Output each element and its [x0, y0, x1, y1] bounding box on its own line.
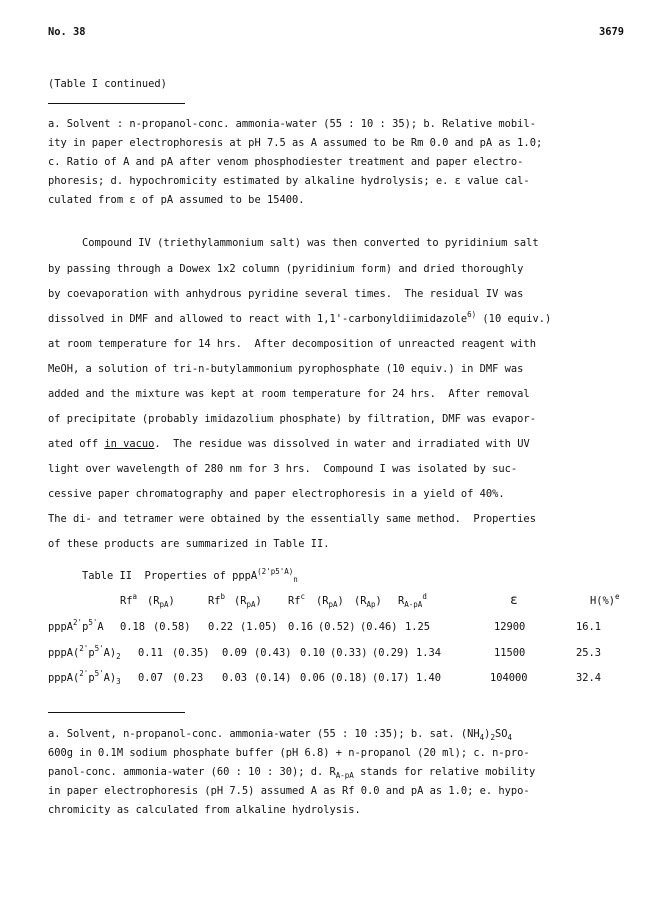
cell-r-pa-1: (0.23: [172, 672, 204, 684]
header-hypochromicity: [590, 592, 620, 607]
header-subscript: A-pA: [404, 600, 423, 609]
header-text: ): [168, 595, 175, 607]
cell-r-pa-2: (0.43): [254, 647, 292, 659]
footnote-line: a. Solvent : n-propanol-conc. ammonia-water (55 : 10 : 35); b. Relative mobil-: [48, 118, 536, 130]
header-text: ): [375, 595, 382, 607]
header-text: (R: [354, 595, 367, 607]
title-superscript: (2'p5'A): [257, 567, 294, 576]
paragraph-line: [48, 310, 552, 325]
header-text: ): [255, 595, 262, 607]
reference-superscript: 6): [467, 310, 477, 319]
footnote-line: [48, 729, 628, 740]
header-text: (R: [147, 595, 160, 607]
name-superscript: 5': [94, 644, 104, 653]
text-run: panol-conc. ammonia-water (60 : 10 : 30); d. R: [48, 766, 336, 778]
cell-rf-c: 0.16: [288, 621, 314, 633]
row-compound-name: [48, 644, 121, 661]
name-superscript: 5': [94, 669, 104, 678]
header-superscript: e: [615, 592, 620, 601]
cell-rf-a: 0.18: [120, 621, 146, 633]
cell-r-ap: (0.29): [372, 647, 410, 659]
cell-r-a-pa: 1.34: [416, 647, 442, 659]
header-rf-c: [288, 592, 306, 607]
name-subscript: 2: [116, 652, 121, 661]
paragraph-line: light over wavelength of 280 nm for 3 hrs. Compound I was isolated by suc-: [48, 463, 518, 475]
footnote-line: chromicity as calculated from alkaline hydrolysis.: [48, 804, 361, 816]
cell-hypochromicity: 25.3: [576, 647, 602, 659]
cell-r-pa-1: (0.58): [153, 621, 191, 633]
cell-r-ap: (0.17): [372, 672, 410, 684]
name-superscript: 2': [79, 669, 89, 678]
paragraph-line: cessive paper chromatography and paper electrophoresis in a yield of 40%.: [48, 488, 505, 500]
table2-title: [82, 567, 298, 584]
paragraph-line: by passing through a Dowex 1x2 column (pyridinium form) and dried thoroughly: [48, 263, 524, 275]
paragraph-line: Compound IV (triethylammonium salt) was then converted to pyridinium salt: [82, 237, 539, 249]
footnote-line: 600g in 0.1M sodium phosphate buffer (pH 6.8) + n-propanol (20 ml); c. n-pro-: [48, 747, 530, 759]
cell-hypochromicity: 32.4: [576, 672, 602, 684]
text-run: a. Solvent, n-propanol-conc. ammonia-water (55 : 10 :35); b. sat. (NH: [48, 728, 480, 740]
header-superscript: d: [422, 592, 427, 601]
footnote-line: phoresis; d. hypochromicity estimated by alkaline hydrolysis; e. ε value cal-: [48, 175, 530, 187]
paragraph-line: added and the mixture was kept at room temperature for 24 hrs. After removal: [48, 388, 530, 400]
header-subscript: pA: [246, 600, 256, 609]
cell-r-pa-1: (0.35): [172, 647, 210, 659]
text-run: SO: [494, 728, 508, 740]
title-subscript: n: [293, 575, 298, 584]
header-text: Rf: [208, 595, 221, 607]
footnote-line: ity in paper electrophoresis at pH 7.5 as A assumed to be Rm 0.0 and pA as 1.0;: [48, 137, 543, 149]
name-text: p: [88, 647, 95, 659]
name-superscript: 2': [73, 618, 83, 627]
text-run: ated off: [48, 438, 105, 450]
header-r-pa-2: [234, 596, 262, 607]
subscript: 4: [479, 733, 485, 742]
header-superscript: b: [220, 592, 226, 601]
text-run: . The residue was dissolved in water and irradiated with UV: [154, 438, 530, 450]
header-superscript: a: [132, 592, 138, 601]
cell-r-a-pa: 1.25: [405, 621, 431, 633]
paragraph-line: [48, 439, 530, 450]
footnote-line: c. Ratio of A and pA after venom phosphodiester treatment and paper electro-: [48, 156, 524, 168]
header-subscript: Ap: [366, 600, 376, 609]
footnote-line: in paper electrophoresis (pH 7.5) assumed A as Rf 0.0 and pA as 1.0; e. hypo-: [48, 785, 530, 797]
header-r-ap: [354, 596, 382, 607]
cell-r-pa-3: (0.52): [318, 621, 356, 633]
cell-rf-c: 0.06: [300, 672, 326, 684]
cell-r-pa-2: (1.05): [240, 621, 278, 633]
row-compound-name: [48, 618, 104, 633]
header-text: (R: [316, 595, 329, 607]
cell-r-pa-3: (0.33): [330, 647, 368, 659]
paragraph-line: MeOH, a solution of tri-n-butylammonium pyrophosphate (10 equiv.) in DMF was: [48, 363, 524, 375]
row-compound-name: [48, 669, 121, 686]
cell-hypochromicity: 16.1: [576, 621, 602, 633]
cell-rf-b: 0.03: [222, 672, 248, 684]
table-title-text: Table II Properties of pppA: [82, 570, 258, 582]
cell-rf-a: 0.11: [138, 647, 164, 659]
header-text: R: [398, 595, 405, 607]
header-epsilon: ε: [510, 593, 518, 608]
cell-rf-b: 0.22: [208, 621, 234, 633]
cell-rf-b: 0.09: [222, 647, 248, 659]
subscript: 2: [490, 733, 495, 742]
name-text: p: [82, 621, 89, 633]
cell-r-pa-2: (0.14): [254, 672, 292, 684]
paragraph-line: at room temperature for 14 hrs. After decomposition of unreacted reagent with: [48, 338, 536, 350]
name-text: pppA(: [48, 647, 80, 659]
header-r-pa-3: [316, 596, 344, 607]
table-continued-label: (Table I continued): [48, 78, 167, 90]
footnote-line: culated from ε of pA assumed to be 15400.: [48, 194, 305, 206]
subscript: A-pA: [335, 771, 354, 780]
cell-epsilon: 104000: [490, 672, 528, 684]
name-superscript: 5': [88, 618, 98, 627]
name-text: pppA(: [48, 672, 80, 684]
header-text: Rf: [120, 595, 133, 607]
cell-r-pa-3: (0.18): [330, 672, 368, 684]
header-text: ): [337, 595, 344, 607]
header-subscript: pA: [328, 600, 338, 609]
name-text: pppA: [48, 621, 74, 633]
paragraph-line: of precipitate (probably imidazolium phosphate) by filtration, DMF was evapor-: [48, 413, 536, 425]
header-r-a-pa: [398, 592, 427, 609]
header-text: Rf: [288, 595, 301, 607]
footnote-line: [48, 767, 628, 778]
paragraph-line: The di- and tetramer were obtained by the essentially same method. Properties: [48, 513, 536, 525]
paragraph-line: of these products are summarized in Table II.: [48, 538, 330, 550]
name-text: A): [103, 647, 117, 659]
name-superscript: 2': [79, 644, 89, 653]
name-text: A): [103, 672, 117, 684]
text-run: (10 equiv.): [476, 313, 552, 325]
text-run: ): [484, 728, 491, 740]
subscript: 4: [507, 733, 512, 742]
underlined-term: in vacuo: [104, 438, 155, 450]
cell-rf-c: 0.10: [300, 647, 326, 659]
text-run: dissolved in DMF and allowed to react with 1,1'-carbonyldiimidazole: [48, 313, 468, 325]
cell-epsilon: 11500: [494, 647, 526, 659]
text-run: stands for relative mobility: [353, 766, 536, 778]
name-text: p: [88, 672, 95, 684]
header-superscript: c: [300, 592, 306, 601]
paragraph-line: by coevaporation with anhydrous pyridine several times. The residual IV was: [48, 288, 524, 300]
header-rf-b: [208, 592, 226, 607]
header-r-pa-1: [147, 596, 175, 607]
header-rf-a: [120, 592, 138, 607]
header-subscript: pA: [159, 600, 169, 609]
footnote-rule-bottom: [48, 712, 185, 713]
name-subscript: 3: [116, 677, 121, 686]
journal-number: No. 38: [48, 26, 86, 38]
footnote-rule-top: [48, 103, 185, 104]
cell-epsilon: 12900: [494, 621, 526, 633]
page-number: 3679: [598, 26, 624, 38]
name-text: A: [97, 621, 104, 633]
cell-r-ap: (0.46): [360, 621, 398, 633]
header-text: H(%): [590, 595, 616, 607]
cell-r-a-pa: 1.40: [416, 672, 442, 684]
cell-rf-a: 0.07: [138, 672, 164, 684]
header-text: (R: [234, 595, 247, 607]
